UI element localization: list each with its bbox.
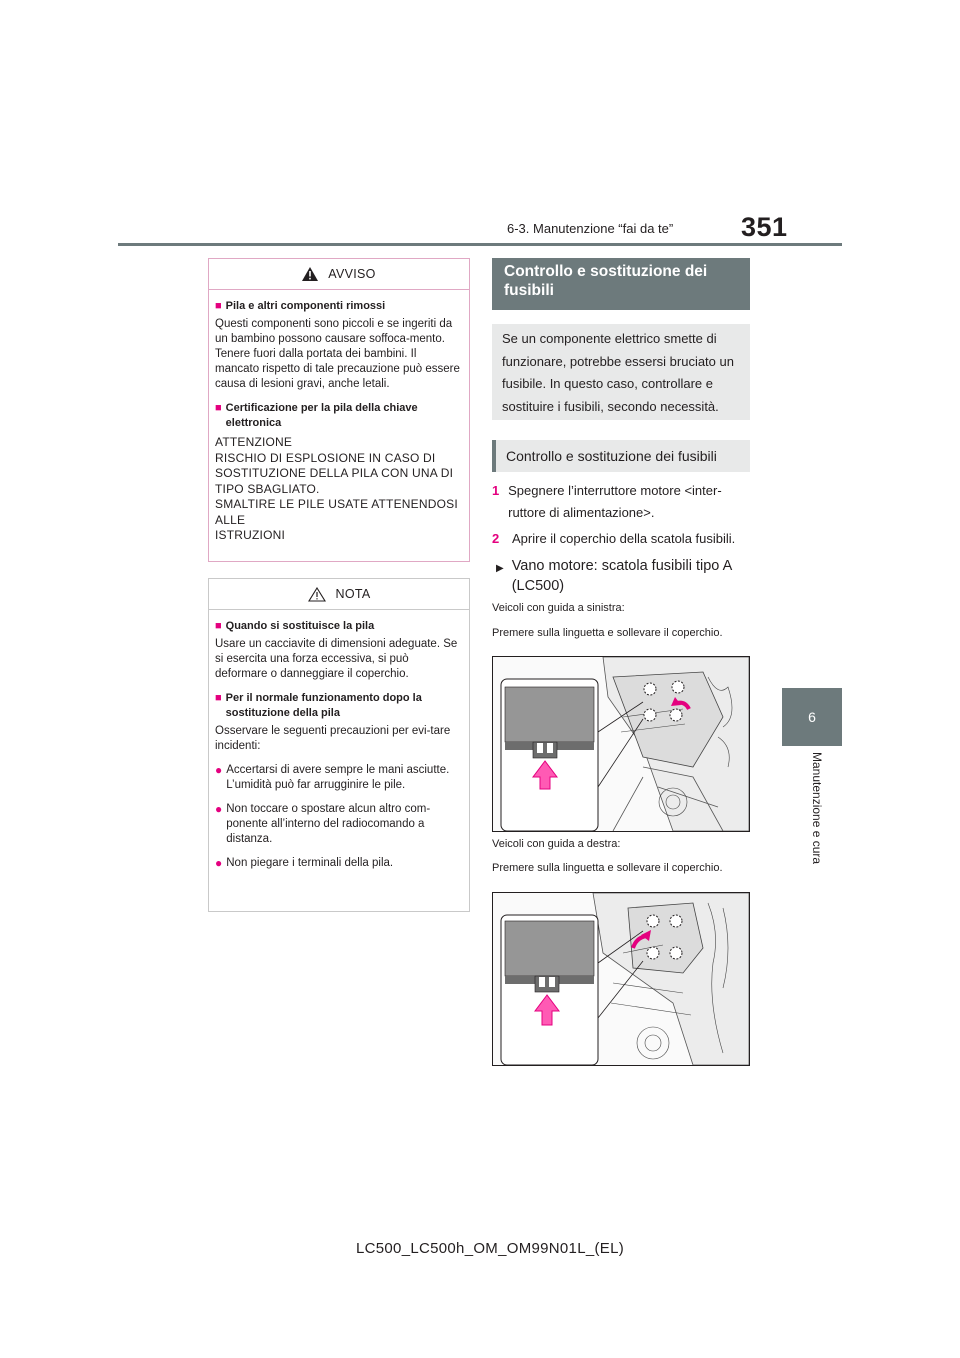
caution-header — [209, 579, 469, 610]
caution-item-text: Osservare le seguenti precauzioni per evi-tare incidenti: — [215, 725, 451, 752]
lhd-instruction: Premere sulla linguetta e sollevare il coperchio. — [492, 627, 723, 639]
lhd-label: Veicoli con guida a sinistra: — [492, 602, 625, 614]
square-bullet-icon: ■ — [215, 692, 222, 704]
intro-text: Se un componente elettrico smette di funzionare, potrebbe essersi bruciato un fusibile. In questo caso, controllare e sostituire i fusibili, secondo necessità. — [492, 324, 750, 420]
header-rule — [118, 243, 842, 246]
section-heading: Controllo e sostituzione dei fusibili — [492, 258, 750, 310]
rhd-label: Veicoli con guida a destra: — [492, 838, 621, 850]
circle-bullet-icon: ● — [215, 856, 223, 870]
triangle-bullet-icon: ▶ — [496, 563, 504, 574]
document-code: LC500_LC500h_OM_OM99N01L_(EL) — [356, 1240, 625, 1257]
step-text: Spegnere l’interruttore motore <inter-ruttore di alimentazione>. — [508, 483, 722, 520]
warning-item-text: Questi componenti sono piccoli e se ingeriti da un bambino possono causare soffoca-mento. Tenere fuori dalla portata dei bambini. Il mancato rispetto di tale precauzione può essere causa di lesioni gravi, anche letali. — [215, 318, 460, 390]
caution-bullet: ● Accertarsi di avere sempre le mani asciutte. L’umidità può far arrugginire le pile. — [215, 763, 450, 791]
caution-title: NOTA — [335, 587, 371, 601]
fuse-box-illustration-lhd — [492, 656, 750, 832]
warning-box — [208, 258, 470, 562]
square-bullet-icon: ■ — [215, 620, 222, 632]
caution-triangle-icon — [308, 587, 326, 602]
step-2 — [492, 528, 752, 550]
step-number: 2 — [492, 531, 500, 546]
warning-header — [209, 259, 469, 290]
fuse-box-illustration-rhd — [492, 892, 750, 1066]
section-title: 6-3. Manutenzione “fai da te” — [507, 221, 674, 236]
chapter-label: Manutenzione e cura — [810, 752, 824, 865]
step-number: 1 — [492, 483, 500, 498]
step-text: Aprire il coperchio della scatola fusibili. — [512, 531, 736, 546]
caution-bullet: ● Non toccare o spostare alcun altro com-ponente all’interno del radiocomando a distanza. — [215, 802, 431, 845]
warning-title: AVVISO — [328, 267, 376, 281]
warning-item-text: ATTENZIONE RISCHIO DI ESPLOSIONE IN CASO DI SOSTITUZIONE DELLA PILA CON UNA DI TIPO SBAGLIATO. SMALTIRE LE PILE USATE ATTENENDOSI ALLE ISTRUZIONI — [215, 435, 458, 542]
square-bullet-icon: ■ — [215, 300, 222, 312]
rhd-instruction: Premere sulla linguetta e sollevare il coperchio. — [492, 862, 723, 874]
square-bullet-icon: ■ — [215, 402, 222, 414]
page-number: 351 — [741, 212, 788, 242]
caution-box — [208, 578, 470, 912]
step-1 — [492, 480, 752, 524]
circle-bullet-icon: ● — [215, 802, 223, 816]
caution-item-text: Usare un cacciavite di dimensioni adeguate. Se si esercita una forza eccessiva, si può deformare o danneggiare il coperchio. — [215, 638, 458, 680]
location-heading: ▶ Vano motore: scatola fusibili tipo A (LC500) — [496, 558, 732, 594]
chapter-tab: 6 — [782, 688, 842, 746]
warning-triangle-icon — [302, 267, 318, 281]
caution-item-heading: ■ Quando si sostituisce la pila — [215, 620, 375, 632]
subsection-heading: Controllo e sostituzione dei fusibili — [492, 440, 750, 472]
caution-item-heading: ■ Per il normale funzionamento dopo la sostituzione della pila — [215, 692, 422, 719]
caution-bullet: ● Non piegare i terminali della pila. — [215, 856, 394, 870]
warning-item-heading: ■ Certificazione per la pila della chiave elettronica — [215, 402, 418, 429]
warning-item-heading: ■ Pila e altri componenti rimossi — [215, 300, 386, 312]
circle-bullet-icon: ● — [215, 763, 223, 777]
